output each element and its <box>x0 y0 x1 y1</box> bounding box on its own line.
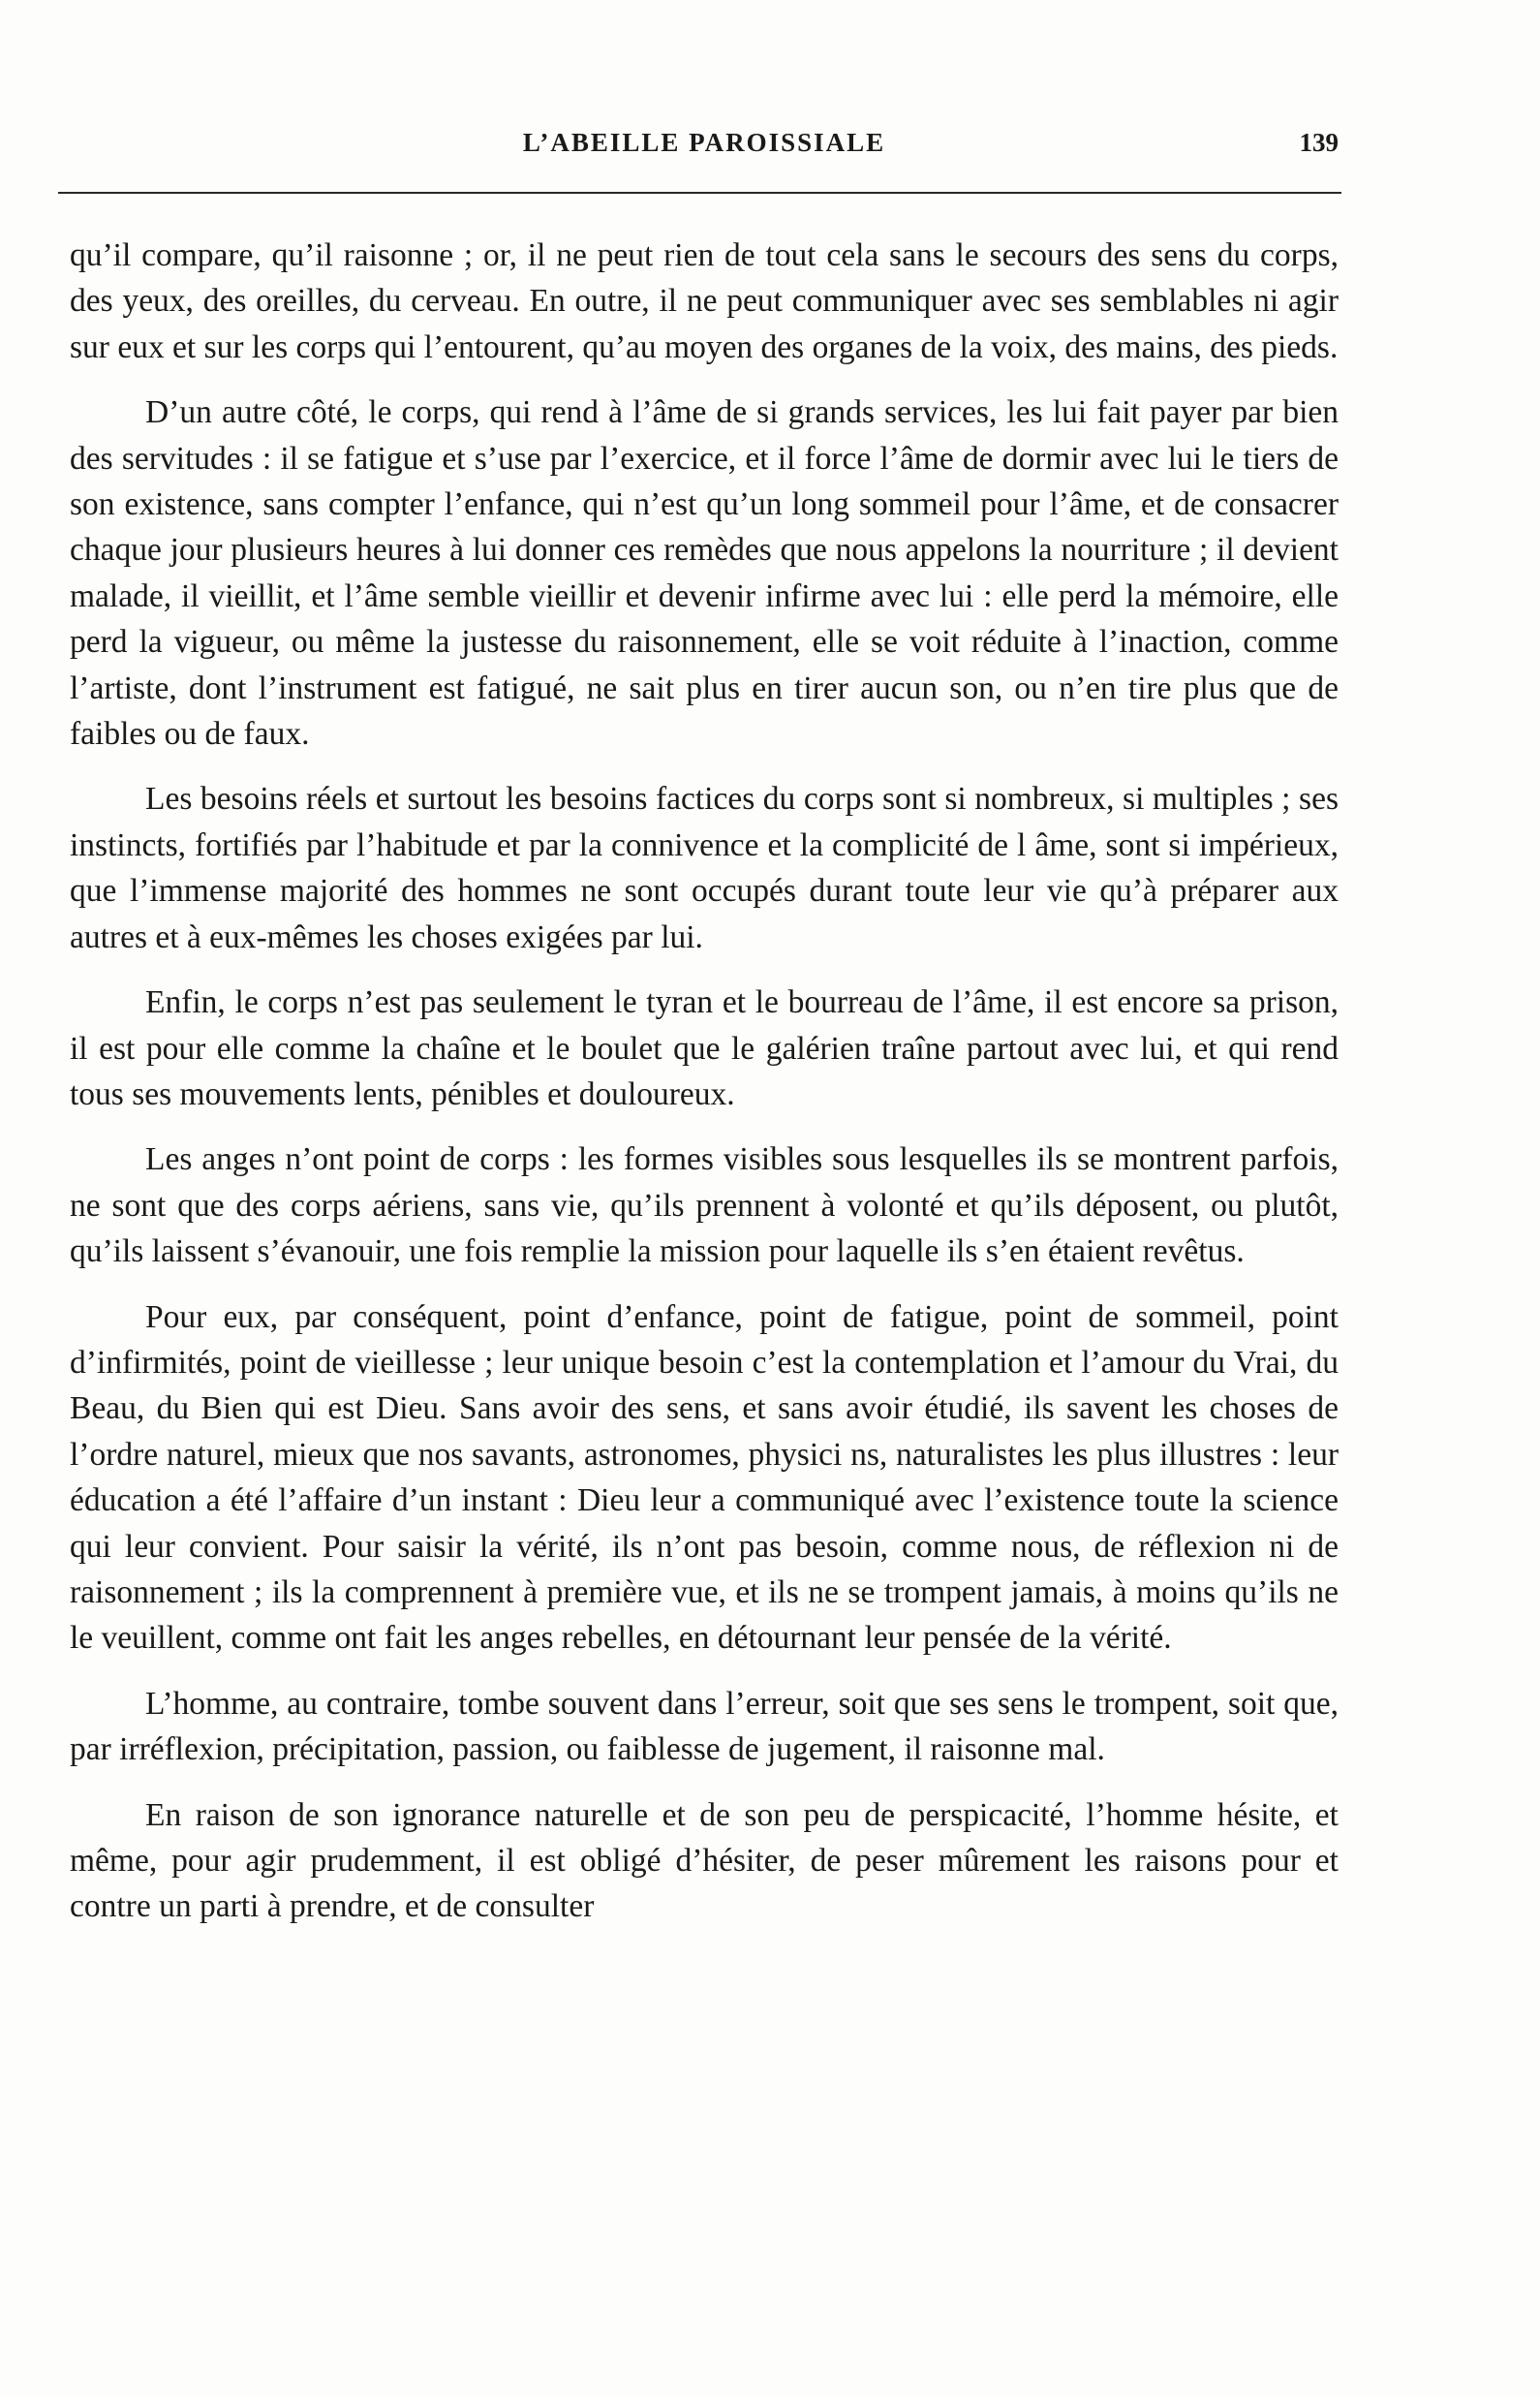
paragraph <box>70 1681 1339 1773</box>
paragraph <box>70 1294 1339 1662</box>
paragraph <box>70 1136 1339 1274</box>
header-rule <box>58 192 1341 194</box>
paragraph-text: En raison de son ignorance naturelle et de son peu de perspicacité, l’homme hésite, et même, pour agir prudemment, il est obligé d’hésiter, de peser mûrement les raisons pour et contre un parti à prendre, et de consulter <box>70 1796 1339 1925</box>
paragraph-text: Enfin, le corps n’est pas seulement le tyran et le bourreau de l’âme, il est encore sa prison, il est pour elle comme la chaîne et le boulet que le galérien traîne partout avec lui, et qui rend tous ses mouvements lents, pénibles et douloureux. <box>70 984 1339 1112</box>
paragraph-text: Les anges n’ont point de corps : les formes visibles sous lesquelles ils se montrent parfois, ne sont que des corps aériens, sans vie, qu’ils prennent à volonté et qu’ils déposent, ou plutôt, qu’ils laissent s’évanouir, une fois remplie la mission pour laquelle ils s’en étaient revêtus. <box>70 1141 1339 1270</box>
paragraph <box>70 233 1339 370</box>
page-header <box>70 128 1339 176</box>
body-text <box>70 233 1339 1949</box>
paragraph-text: qu’il compare, qu’il raisonne ; or, il ne peut rien de tout cela sans le secours des sens du corps, des yeux, des oreilles, du cerveau. En outre, il ne peut communiquer avec ses semblables ni agir sur eux et sur les corps qui l’entourent, qu’au moyen des organes de la voix, des mains, des pieds. <box>70 237 1339 365</box>
paragraph-text: D’un autre côté, le corps, qui rend à l’âme de si grands services, les lui fait payer par bien des servitudes : il se fatigue et s’use par l’exercice, et il force l’âme de dormir avec lui le tiers de son existence, sans compter l’enfance, qui n’est qu’un long sommeil pour l’âme, et de consacrer chaque jour plusieurs heures à lui donner ces remèdes que nous appelons la nourriture ; il devient malade, il vieillit, et l’âme semble vieillir et devenir infirme avec lui : elle perd la mémoire, elle perd la vigueur, ou même la justesse du raisonnement, elle se voit réduite à l’inaction, comme l’artiste, dont l’instrument est fatigué, ne sait plus en tirer aucun son, ou n’en tire plus que de faibles ou de faux. <box>70 394 1339 753</box>
paragraph-text: Pour eux, par conséquent, point d’enfance, point de fatigue, point de sommeil, point d’infirmités, point de vieillesse ; leur unique besoin c’est la contemplation et l’amour du Vrai, du Beau, du Bien qui est Dieu. Sans avoir des sens, et sans avoir étudié, ils savent les choses de l’ordre naturel, mieux que nos savants, astronomes, physici ns, naturalistes les plus illustres : leur éducation a été l’affaire d’un instant : Dieu leur a communiqué avec l’existence toute la science qui leur convient. Pour saisir la vérité, ils n’ont pas besoin, comme nous, de réflexion ni de raisonnement ; ils la comprennent à première vue, et ils ne se trompent jamais, à moins qu’ils ne le veuillent, comme ont fait les anges rebelles, en détournant leur pensée de la vérité. <box>70 1298 1339 1657</box>
paragraph <box>70 980 1339 1117</box>
paragraph-text: L’homme, au contraire, tombe souvent dans l’erreur, soit que ses sens le trompent, soit que, par irréflexion, précipitation, passion, ou faiblesse de jugement, il raisonne mal. <box>70 1685 1339 1768</box>
paragraph <box>70 389 1339 757</box>
running-title: L’ABEILLE PAROISSIALE <box>522 128 886 157</box>
paragraph <box>70 776 1339 960</box>
paragraph <box>70 1792 1339 1930</box>
page-number: 139 <box>1299 128 1339 157</box>
paragraph-text: Les besoins réels et surtout les besoins factices du corps sont si nombreux, si multiples ; ses instincts, fortifiés par l’habitude et par la connivence et la complicité de l âme, sont si impérieux, que l’immense majorité des hommes ne sont occupés durant toute leur vie qu’à préparer aux autres et à eux-mêmes les choses exigées par lui. <box>70 781 1339 955</box>
